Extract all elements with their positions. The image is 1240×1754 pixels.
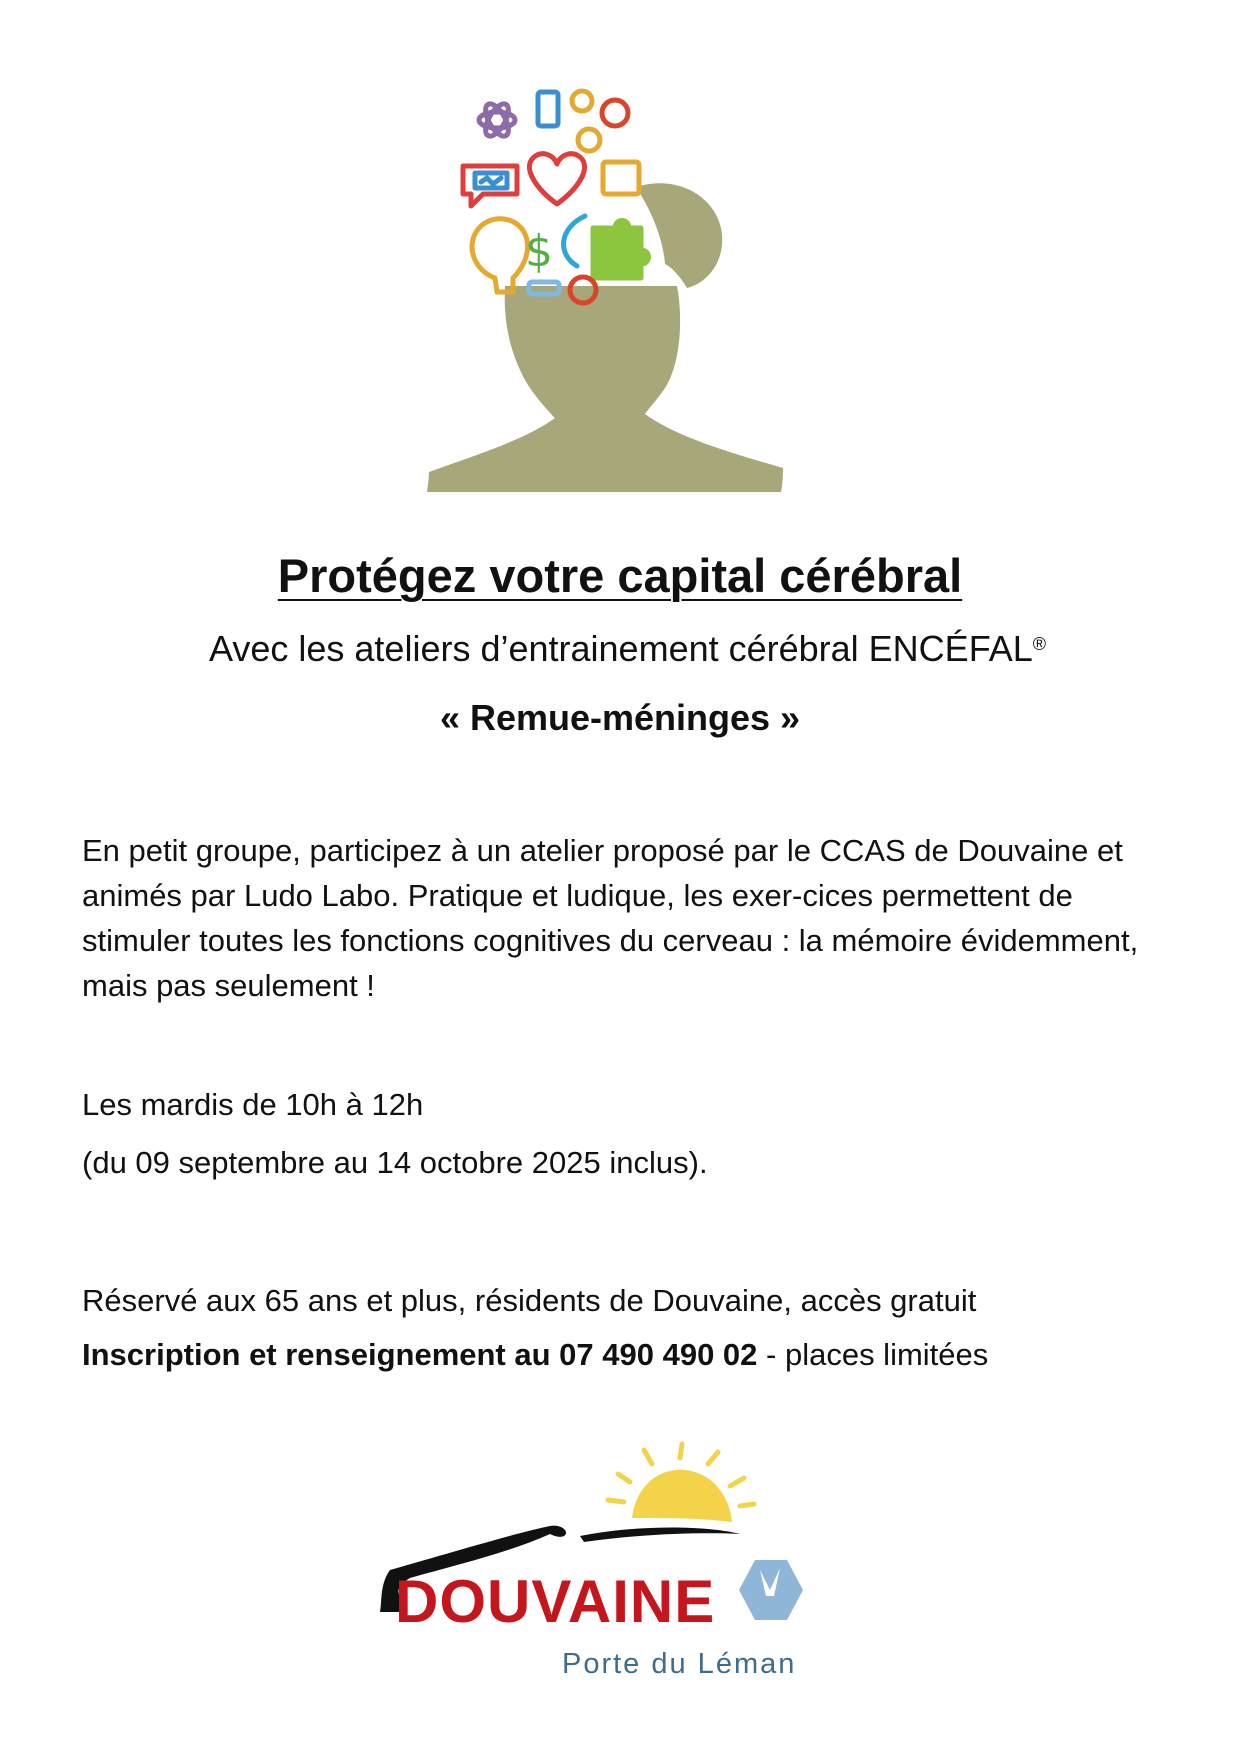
subtitle bbox=[0, 628, 1240, 670]
heart-icon bbox=[529, 154, 584, 204]
subtitle-text: Avec les ateliers d’entrainement cérébral ENCÉFAL bbox=[209, 628, 1033, 669]
arrow-icon bbox=[564, 216, 585, 266]
registration-note: - places limitées bbox=[757, 1337, 989, 1372]
registration-phone: Inscription et renseignement au 07 490 490 02 bbox=[82, 1337, 758, 1372]
small-gear-icon bbox=[578, 129, 600, 151]
intro-paragraph: En petit groupe, participez à un atelier proposé par le CCAS de Douvaine et animés par Ludo Labo. Pratique et ludique, les exer-cices permettent de stimuler toutes les fonctions cognitives du cerveau : la mémoire évidemment, mais pas seulement ! bbox=[82, 833, 1139, 1003]
sun-icon bbox=[608, 1444, 754, 1522]
dollar-icon: $ bbox=[525, 226, 553, 277]
eligibility-text: Réservé aux 65 ans et plus, résidents de Douvaine, accès gratuit bbox=[82, 1283, 977, 1318]
gear-icon bbox=[572, 91, 592, 111]
workshop-name: « Remue-méninges » bbox=[439, 697, 801, 738]
battery-icon bbox=[538, 92, 558, 126]
bulb-icon bbox=[472, 219, 528, 292]
swoosh-line bbox=[580, 1528, 740, 1543]
puzzle-icon bbox=[593, 221, 649, 279]
registration-text bbox=[82, 1332, 1172, 1377]
cog-icon bbox=[602, 100, 628, 126]
head-with-ideas-illustration bbox=[425, 78, 785, 498]
ideas-icons bbox=[463, 91, 649, 303]
calendar-icon bbox=[603, 162, 639, 194]
atom-icon bbox=[479, 100, 515, 139]
schedule-range: (du 09 septembre au 14 octobre 2025 inclus). bbox=[82, 1145, 708, 1180]
logo-tagline: Porte du Léman bbox=[562, 1648, 797, 1680]
schedule-text: Les mardis de 10h à 12h bbox=[82, 1087, 424, 1122]
logo-name: DOUVAINE bbox=[395, 1568, 716, 1635]
page-title: Protégez votre capital cérébral bbox=[277, 549, 963, 602]
message-icon bbox=[475, 173, 507, 188]
registered-mark: ® bbox=[1032, 634, 1046, 654]
